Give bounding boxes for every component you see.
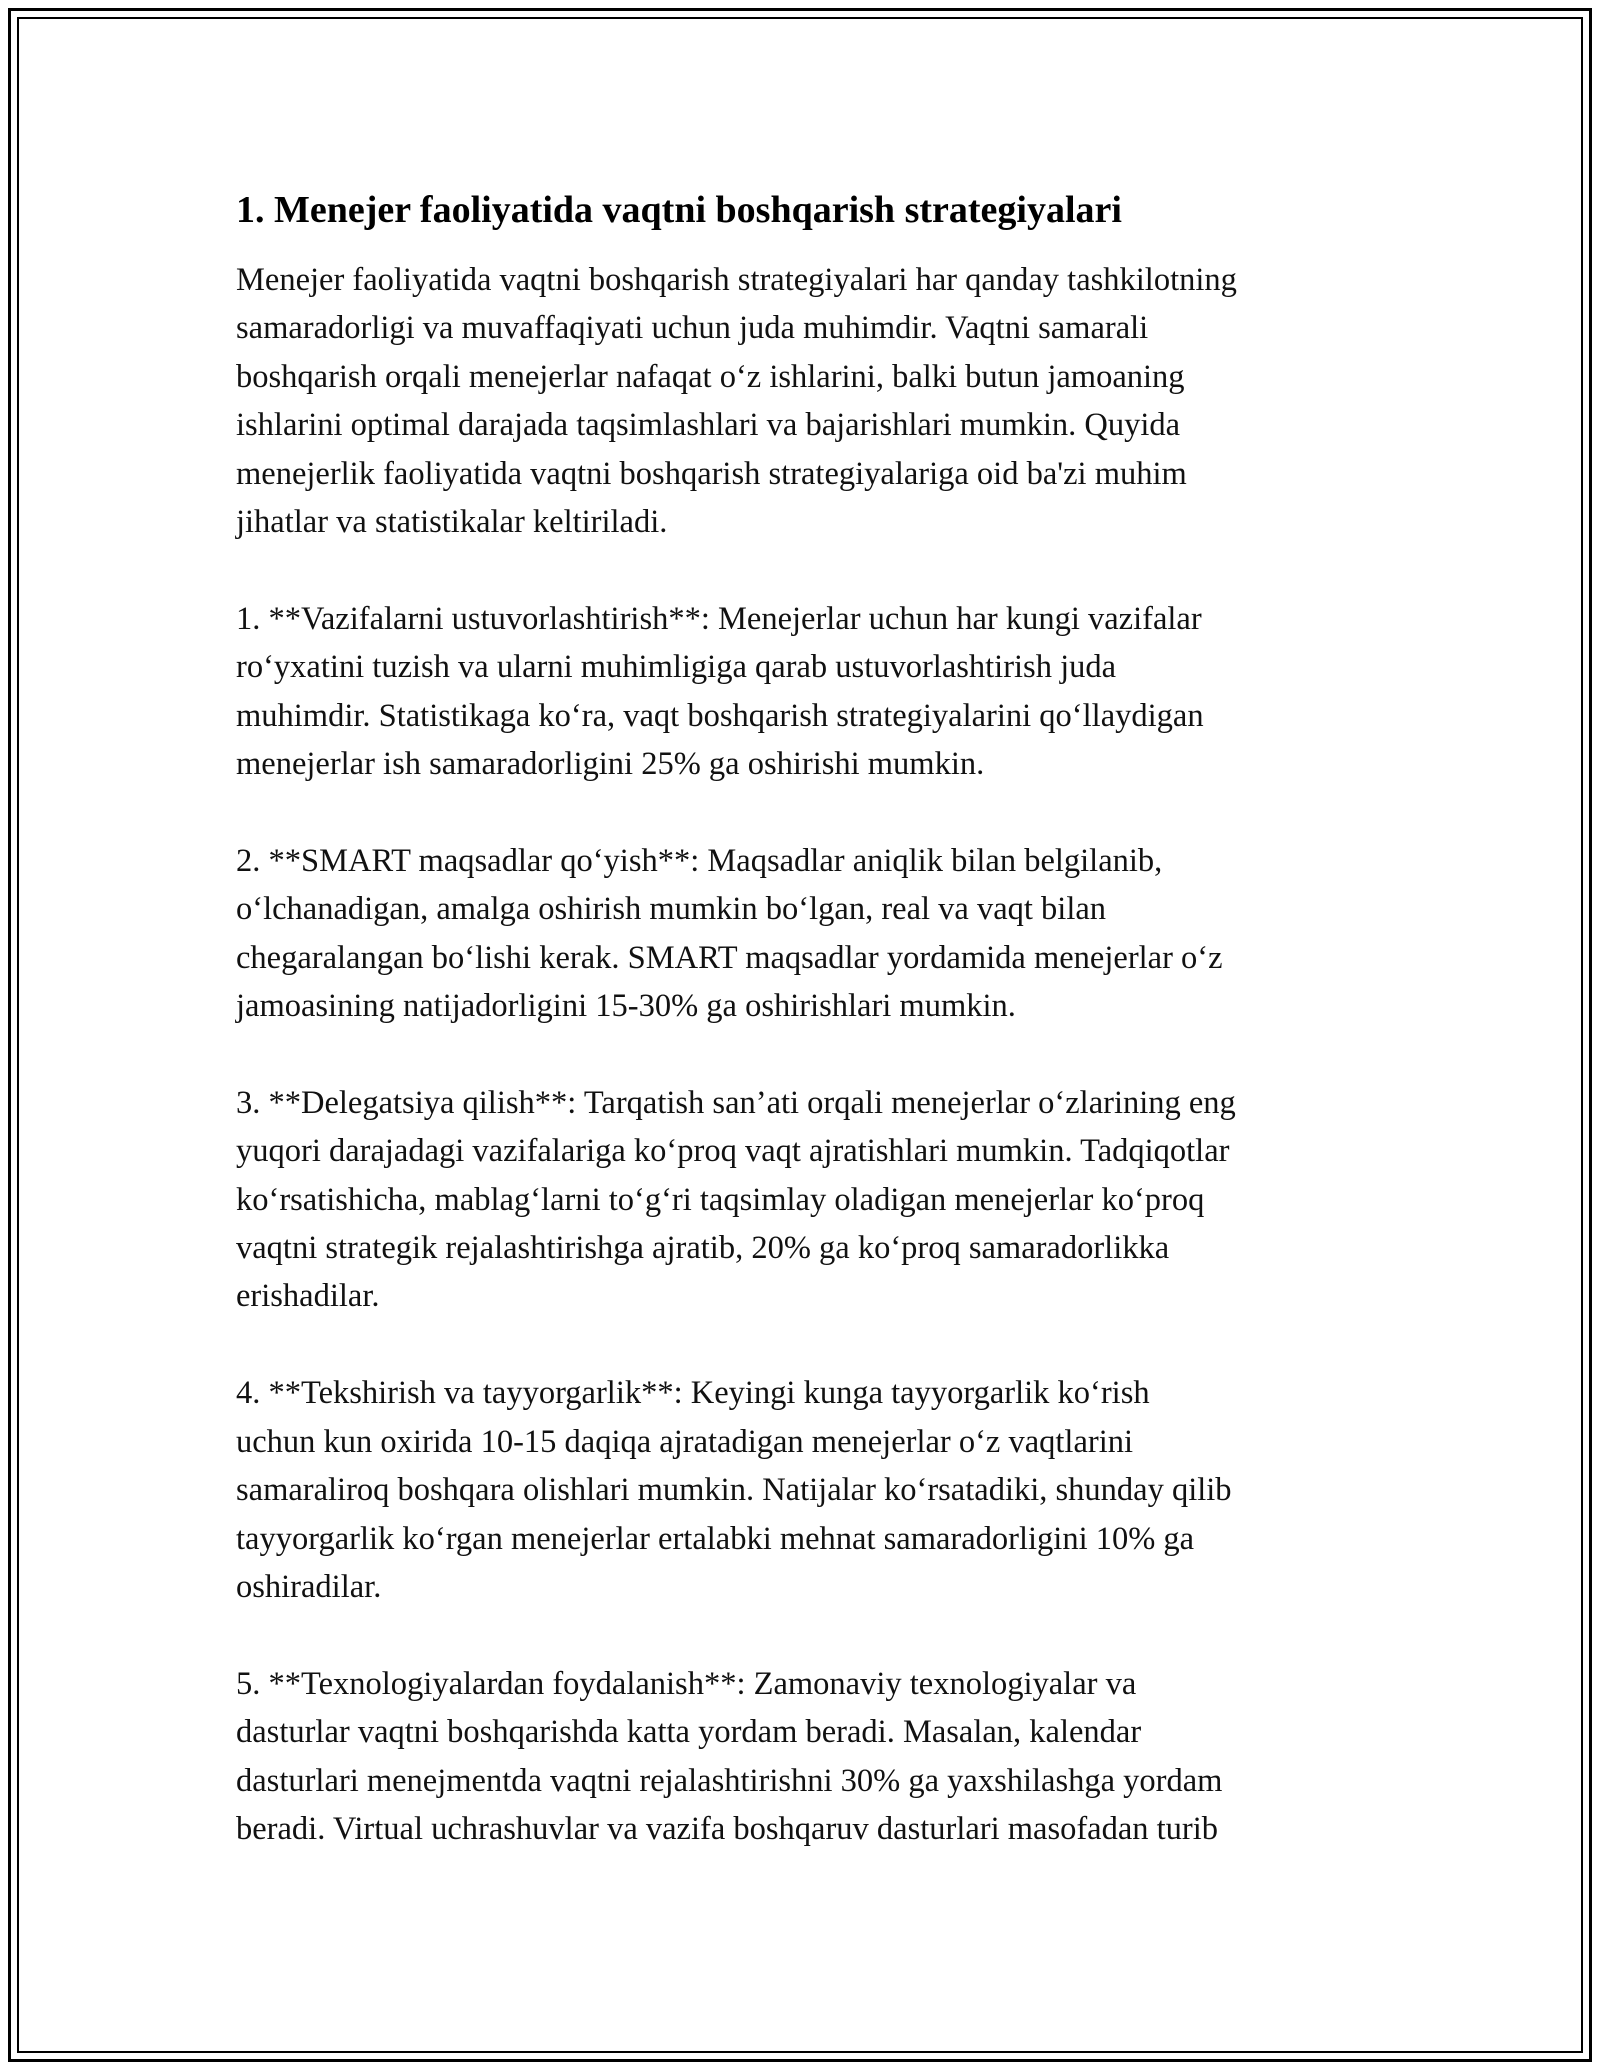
paragraph-smart-goals: 2. **SMART maqsadlar qo‘yish**: Maqsadlar aniqlik bilan belgilanib, o‘lchanadigan, amalga oshirish mumkin bo‘lgan, real va vaqt bilan chegaralangan bo‘lishi kerak. SMART maqsadlar yordamida menejerlar o‘z jamoasining natijadorligini 15-30% ga oshirishlari mumkin. xyxy=(236,842,1223,1025)
paragraph-prioritization: 1. **Vazifalarni ustuvorlashtirish**: Menejerlar uchun har kungi vazifalar ro‘yxatini tuzish va ularni muhimligiga qarab ustuvorlashtirish juda muhimdir. Statistikaga ko‘ra, vaqt boshqarish strategiyalarini qo‘llaydigan menejerlar ish samaradorligini 25% ga oshirishi mumkin. xyxy=(236,600,1204,783)
intro-paragraph: Menejer faoliyatida vaqtni boshqarish strategiyalari har qanday tashkilotning samaradorligi va muvaffaqiyati uchun juda muhimdir. Vaqtni samarali boshqarish orqali menejerlar nafaqat o‘z ishlarini, balki butun jamoaning ishlarini optimal darajada taqsimlashlari va bajarishlari mumkin. Quyida menejerlik faoliyatida vaqtni boshqarish strategiyalariga oid ba'zi muhim jihatlar va statistikalar keltiriladi. xyxy=(236,262,1237,541)
paragraph-technology: 5. **Texnologiyalardan foydalanish**: Zamonaviy texnologiyalar va dasturlar vaqtni boshqarishda katta yordam beradi. Masalan, kalendar dasturlari menejmentda vaqtni rejalashtirishni 30% ga yaxshilashga yordam beradi. Virtual uchrashuvlar va vazifa boshqaruv dasturlari masofadan turib xyxy=(236,1665,1223,1847)
section-heading: 1. Menejer faoliyatida vaqtni boshqarish strategiyalari xyxy=(236,189,1122,231)
paragraph-delegation: 3. **Delegatsiya qilish**: Tarqatish san’ati orqali menejerlar o‘zlarining eng yuqori darajadagi vazifalariga ko‘proq vaqt ajratishlari mumkin. Tadqiqotlar ko‘rsatishicha, mablag‘larni to‘g‘ri taqsimlay oladigan menejerlar ko‘proq vaqtni strategik rejalashtirishga ajratib, 20% ga ko‘proq samaradorlikka erishadilar. xyxy=(236,1084,1236,1315)
document-body xyxy=(236,186,1376,1902)
paragraph-preparation: 4. **Tekshirish va tayyorgarlik**: Keyingi kunga tayyorgarlik ko‘rish uchun kun oxirida 10-15 daqiqa ajratadigan menejerlar o‘z vaqtlarini samaraliroq boshqara olishlari mumkin. Natijalar ko‘rsatadiki, shunday qilib tayyorgarlik ko‘rgan menejerlar ertalabki mehnat samaradorligini 10% ga oshiradilar. xyxy=(236,1375,1232,1605)
